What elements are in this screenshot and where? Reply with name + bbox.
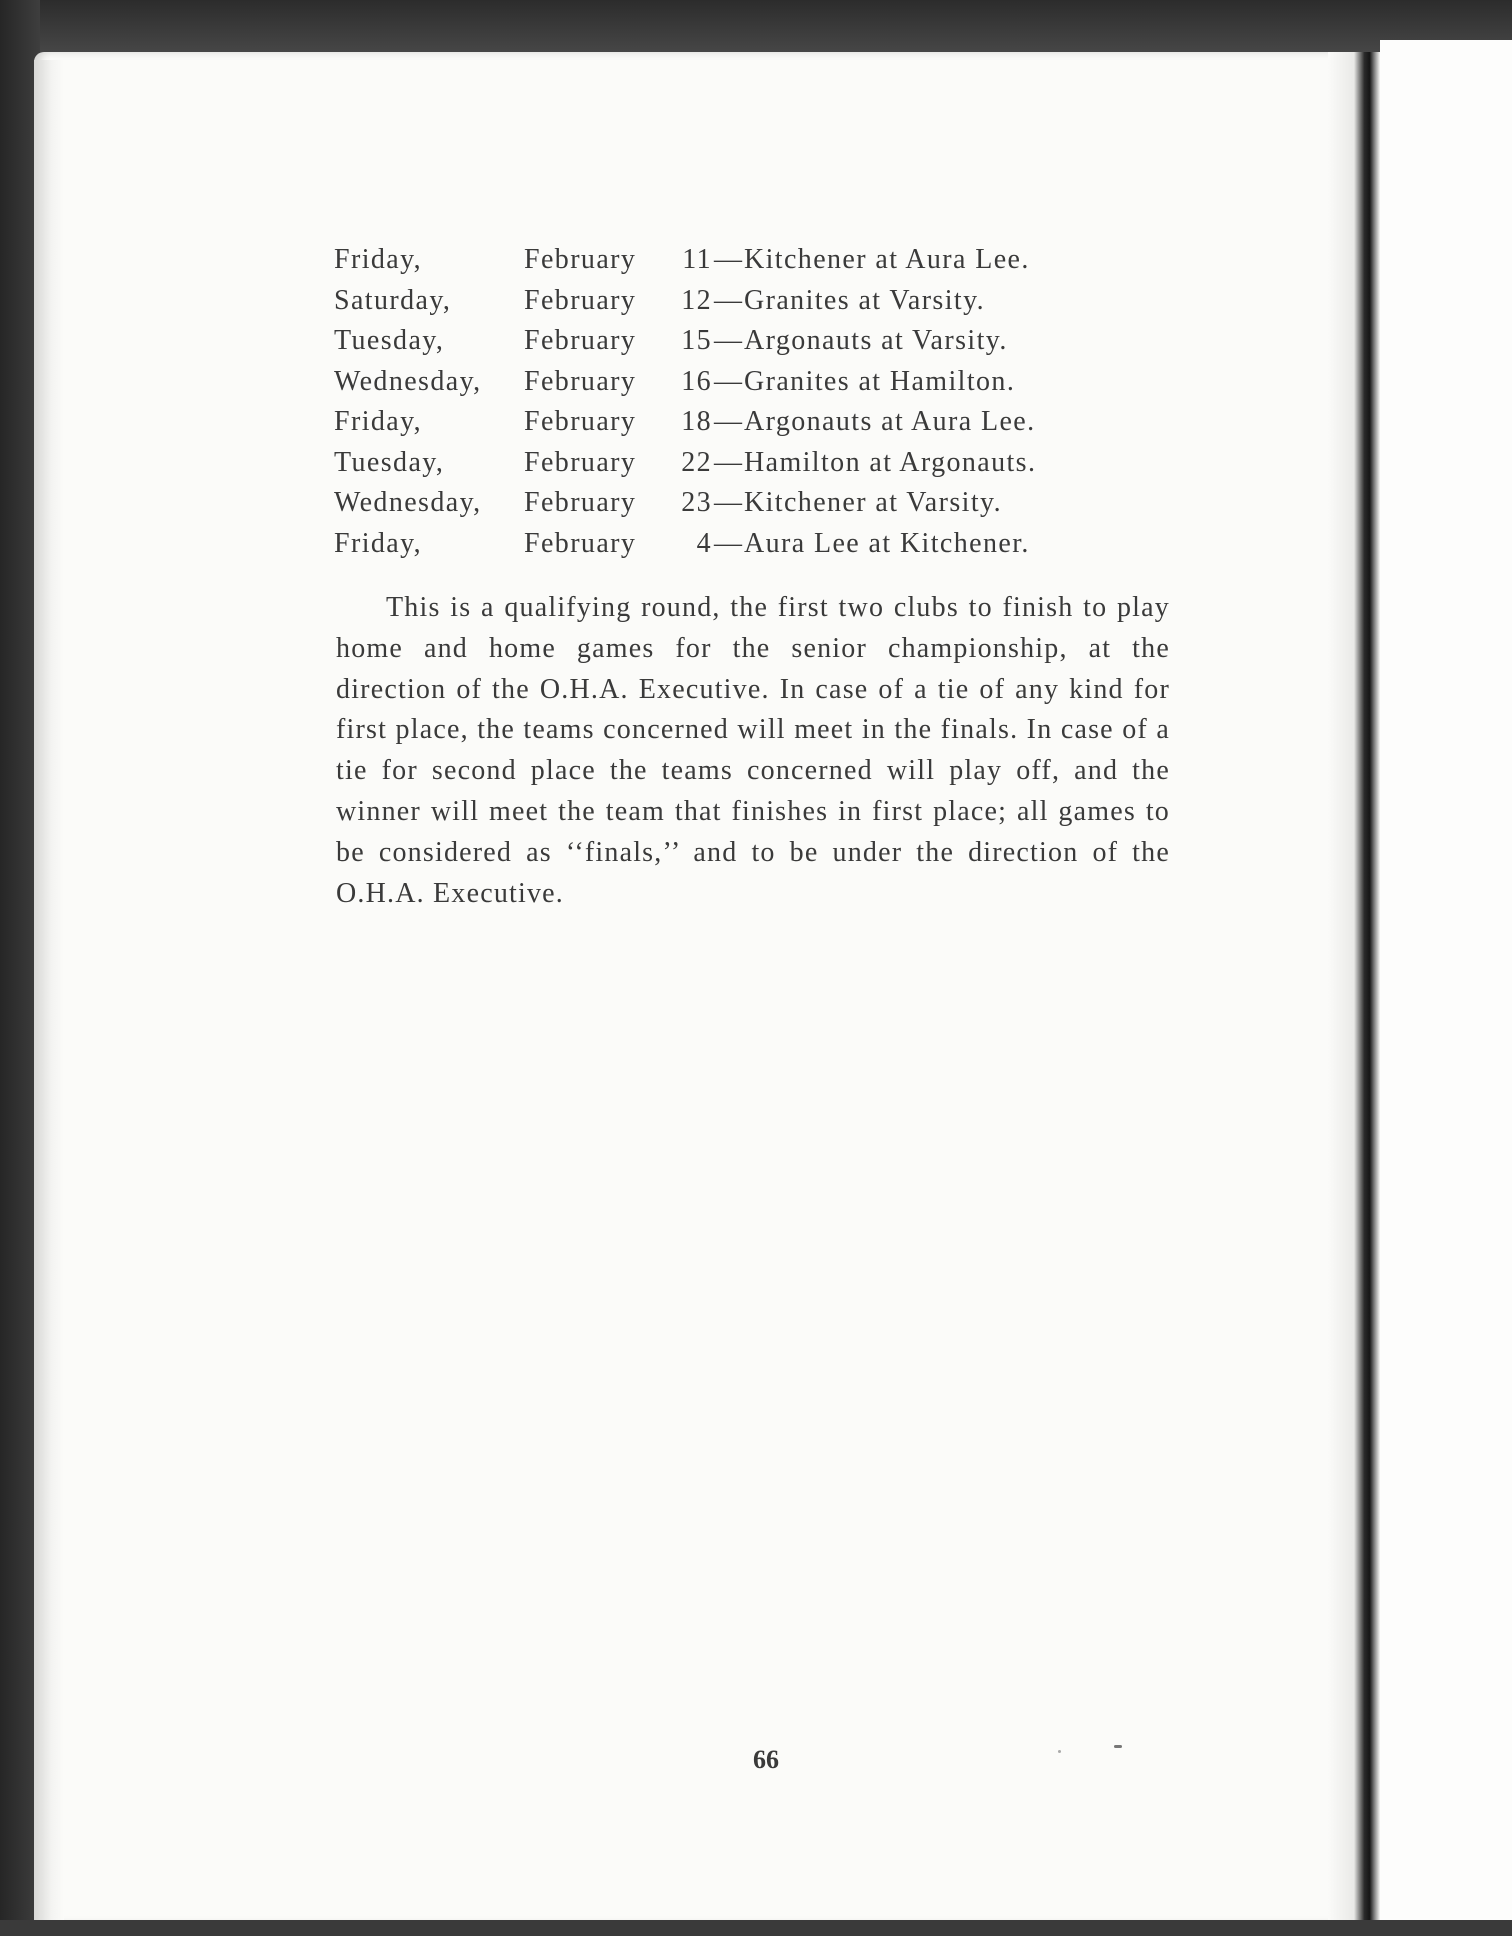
schedule-dash: —: [714, 284, 744, 316]
schedule-date: 18: [681, 406, 712, 437]
schedule-event: Kitchener at Aura Lee.: [744, 244, 1030, 275]
schedule-dash: —: [714, 325, 744, 356]
schedule-month: February: [524, 406, 637, 437]
schedule-event: Argonauts at Varsity.: [744, 325, 1008, 356]
schedule-row: [334, 524, 1134, 565]
game-schedule: [334, 240, 1134, 564]
schedule-day: Wednesday,: [334, 365, 482, 397]
scan-speck: [1058, 1750, 1061, 1753]
rules-paragraph: This is a qualifying round, the first two clubs to finish to play home and home games for the senior championship, at the direction of the O.H.A. Executive. In case of a tie of any kind for first place, the teams concerned will meet in the finals. In case of a tie for second place the teams concerned will play off, and the winner will meet the team that finishes in first place; all games to be considered as ‘‘finals,’’ and to be under the direction of the O.H.A. Executive.: [336, 592, 1170, 909]
page-number: 66: [753, 1745, 779, 1774]
page-stack-edge: [34, 60, 64, 1920]
schedule-month: February: [524, 365, 637, 397]
schedule-event: Hamilton at Argonauts.: [744, 446, 1037, 478]
schedule-dash: —: [714, 487, 744, 518]
schedule-date: 16: [681, 365, 712, 397]
schedule-dash: —: [714, 365, 744, 397]
schedule-date: 12: [681, 284, 712, 316]
schedule-date: 4: [696, 527, 712, 559]
schedule-row: [334, 321, 1134, 362]
schedule-dash: —: [714, 527, 744, 559]
scan-background-top: [0, 0, 1512, 60]
schedule-dash: —: [714, 406, 744, 437]
schedule-event: Granites at Hamilton.: [744, 365, 1016, 397]
schedule-month: February: [524, 527, 637, 559]
schedule-day: Tuesday,: [334, 446, 445, 478]
schedule-dash: —: [714, 244, 744, 275]
schedule-dash: —: [714, 446, 744, 478]
schedule-event: Granites at Varsity.: [744, 284, 986, 316]
schedule-month: February: [524, 446, 637, 478]
schedule-date: 23: [681, 487, 712, 518]
schedule-row: [334, 281, 1134, 322]
schedule-day: Friday,: [334, 406, 423, 437]
schedule-day: Saturday,: [334, 284, 452, 316]
schedule-day: Tuesday,: [334, 325, 445, 356]
schedule-event: Argonauts at Aura Lee.: [744, 406, 1036, 437]
schedule-row: [334, 483, 1134, 524]
schedule-day: Friday,: [334, 244, 423, 275]
schedule-row: [334, 240, 1134, 281]
schedule-date: 11: [682, 244, 712, 275]
book-gutter: [1328, 52, 1380, 1924]
schedule-event: Kitchener at Varsity.: [744, 487, 1002, 518]
schedule-row: [334, 402, 1134, 443]
scan-speck: [1114, 1745, 1122, 1748]
schedule-month: February: [524, 284, 637, 316]
schedule-day: Wednesday,: [334, 487, 482, 518]
schedule-date: 15: [681, 325, 712, 356]
schedule-date: 22: [681, 446, 712, 478]
schedule-month: February: [524, 244, 637, 275]
schedule-day: Friday,: [334, 527, 423, 559]
schedule-event: Aura Lee at Kitchener.: [744, 527, 1030, 559]
schedule-row: [334, 443, 1134, 484]
scan-background-bottom: [0, 1920, 1512, 1936]
schedule-month: February: [524, 325, 637, 356]
facing-page: [1380, 40, 1512, 1936]
schedule-row: [334, 362, 1134, 403]
schedule-month: February: [524, 487, 637, 518]
